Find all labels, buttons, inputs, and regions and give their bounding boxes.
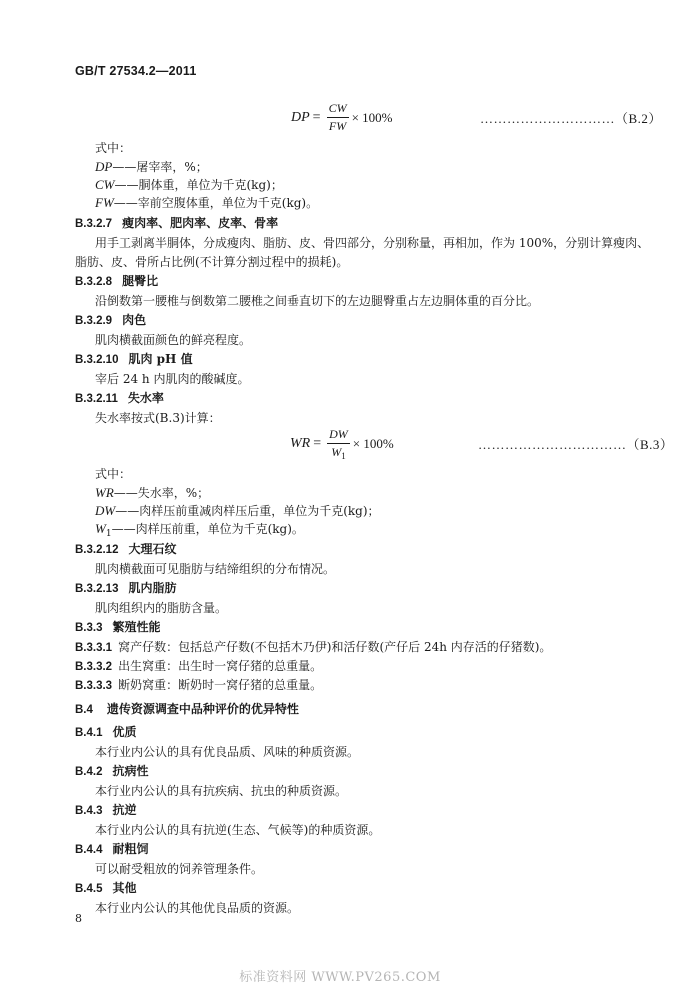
- para-b329: 肌肉横截面颜色的鲜亮程度。: [95, 333, 252, 347]
- def-dp: DP——屠宰率，%；: [95, 159, 208, 174]
- watermark: 标准资料网 WWW.PV265.COM: [239, 970, 441, 985]
- para-b327-line1: 用手工剥离半胴体，分成瘦肉、脂肪、皮、骨四部分，分别称量，再相加，作为 100%，分别计算瘦肉、: [95, 236, 650, 250]
- section-b3211: B.3.2.11 失水率: [75, 391, 164, 405]
- formula-b2-number: …………………………（B.2）: [480, 111, 662, 126]
- def-wr: WR——失水率，%；: [95, 485, 210, 500]
- formula-b3-denominator: $W_1$: [331, 445, 346, 461]
- def-dw: DW——肉样压前重减肉样压后重，单位为千克(kg)；: [95, 503, 380, 518]
- def-w1: $W_1——$肉样压前重，单位为千克(kg)。: [95, 521, 304, 539]
- para-b3210: 宰后 24 h 内肌肉的酸碱度。: [95, 372, 250, 386]
- formula-b2-eq: =: [312, 109, 321, 125]
- formula-b2-numerator: CW: [327, 101, 349, 118]
- section-b327: B.3.2.7 瘦肉率、肥肉率、皮率、骨率: [75, 216, 279, 230]
- para-b42: 本行业内公认的具有抗疾病、抗虫的种质资源。: [95, 784, 348, 798]
- page-number: 8: [75, 912, 82, 925]
- section-b4: B.4 遗传资源调查中品种评价的优异特性: [75, 702, 299, 716]
- para-b327-line2: 脂肪、皮、骨所占比例(不计算分割过程中的损耗)。: [75, 255, 349, 269]
- section-b43: B.4.3 抗逆: [75, 803, 137, 817]
- formula-b2-fraction: [327, 101, 349, 134]
- def-fw: FW——宰前空腹体重，单位为千克(kg)。: [95, 195, 319, 210]
- formula-b2-denominator: FW: [328, 119, 347, 133]
- formula-b3-lhs: WR: [290, 436, 311, 451]
- para-b44: 可以耐受粗放的饲养管理条件。: [95, 862, 264, 876]
- section-b45: B.4.5 其他: [75, 881, 137, 895]
- para-b41: 本行业内公认的具有优良品质、风味的种质资源。: [95, 745, 360, 759]
- item-b3333: B.3.3.3 断奶窝重：断奶时一窝仔猪的总重量。: [75, 678, 323, 692]
- para-b328: 沿倒数第一腰椎与倒数第二腰椎之间垂直切下的左边腿臀重占左边胴体重的百分比。: [95, 294, 540, 308]
- section-b44: B.4.4 耐粗饲: [75, 842, 149, 856]
- section-b42: B.4.2 抗病性: [75, 764, 149, 778]
- standard-number: GB/T 27534.2—2011: [75, 64, 197, 78]
- para-b3213: 肌肉组织内的脂肪含量。: [95, 601, 228, 615]
- formula-b3-rest: × 100%: [352, 436, 394, 451]
- section-b3210: B.3.2.10 肌肉 pH 值: [75, 352, 193, 366]
- formula-b3-eq: =: [313, 436, 322, 451]
- formula-b2-rest: × 100%: [351, 109, 393, 125]
- where-label-2: 式中：: [95, 467, 132, 481]
- formula-b3: [290, 427, 394, 461]
- section-b41: B.4.1 优质: [75, 725, 137, 739]
- def-cw: CW——胴体重，单位为千克(kg)；: [95, 177, 283, 192]
- where-label-1: 式中：: [95, 141, 132, 155]
- section-b333: B.3.3 繁殖性能: [75, 620, 161, 634]
- para-b3212: 肌肉横截面可见脂肪与结缔组织的分布情况。: [95, 562, 336, 576]
- item-b3332: B.3.3.2 出生窝重：出生时一窝仔猪的总重量。: [75, 659, 323, 673]
- formula-b3-fraction: [327, 427, 350, 461]
- formula-b3-number: ……………………………（B.3）: [478, 437, 674, 452]
- section-b3213: B.3.2.13 肌内脂肪: [75, 581, 177, 595]
- section-b3212: B.3.2.12 大理石纹: [75, 542, 177, 556]
- section-b329: B.3.2.9 肉色: [75, 313, 147, 327]
- para-b45: 本行业内公认的其他优良品质的资源。: [95, 901, 300, 915]
- item-b3331: B.3.3.1 窝产仔数：包括总产仔数(不包括木乃伊)和活仔数(产仔后 24h 内存活的仔猪数)。: [75, 640, 552, 654]
- para-b3211: 失水率按式(B.3)计算：: [95, 411, 221, 425]
- formula-b2: [291, 101, 393, 134]
- formula-b3-numerator: DW: [327, 427, 350, 444]
- formula-b2-lhs: DP: [291, 109, 310, 125]
- section-b328: B.3.2.8 腿臀比: [75, 274, 159, 288]
- para-b43: 本行业内公认的具有抗逆(生态、气候等)的种质资源。: [95, 823, 381, 837]
